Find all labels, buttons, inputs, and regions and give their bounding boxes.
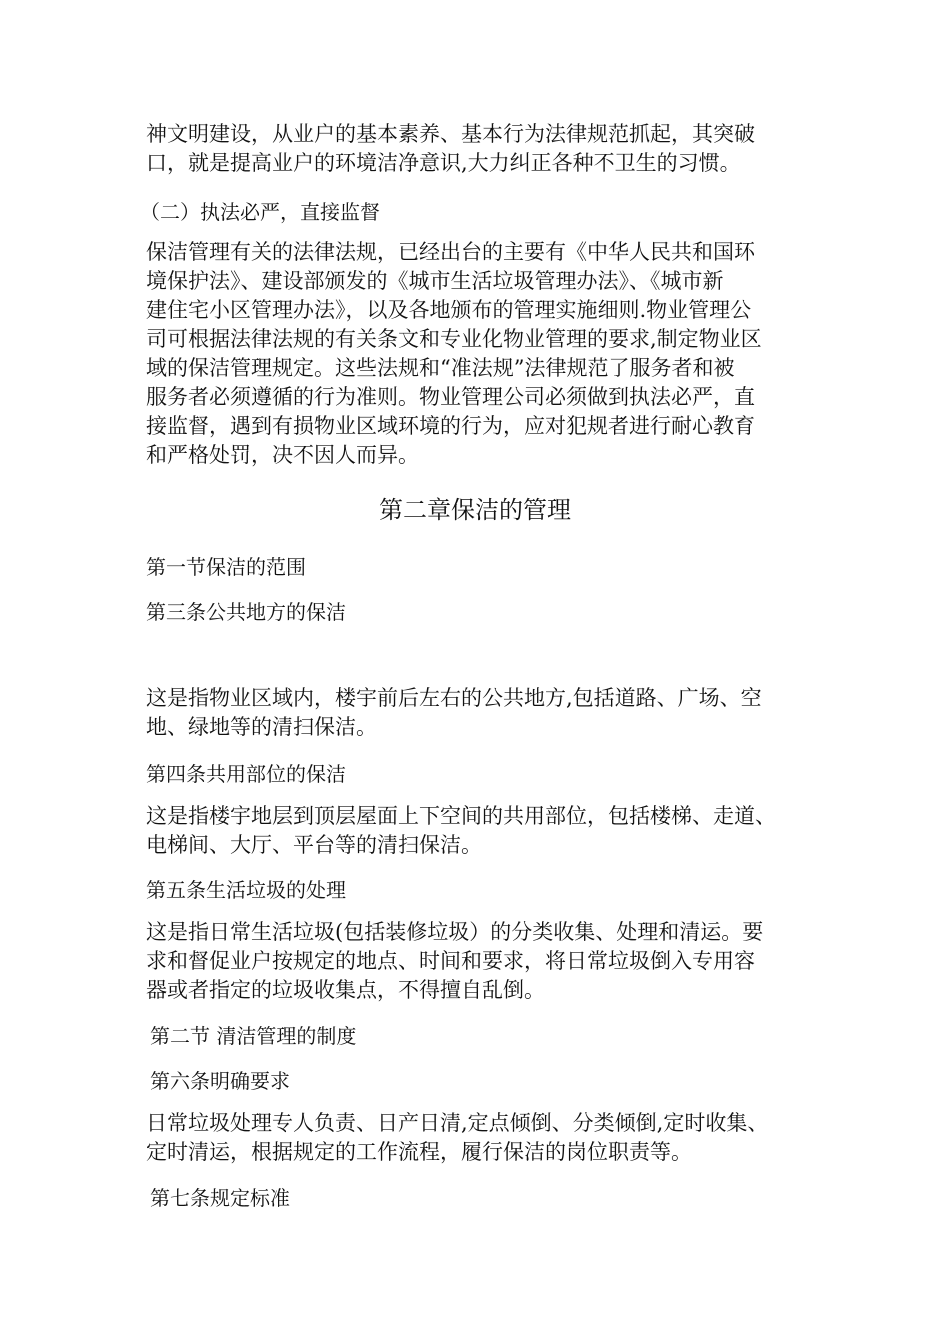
paragraph-laws-regulations	[146, 238, 762, 470]
text-line: 这是指日常生活垃圾(包括装修垃圾）的分类收集、处理和清运。要	[146, 920, 764, 944]
text-line: 保洁管理有关的法律法规，已经出台的主要有《中华人民共和国环	[146, 240, 755, 264]
text-line: 地、绿地等的清扫保洁。	[146, 715, 377, 739]
text-line: 口，就是提高业户的环境洁净意识,大力纠正各种不卫生的习惯。	[146, 151, 741, 175]
text-line: 司可根据法律法规的有关条文和专业化物业管理的要求,制定物业区	[146, 327, 762, 351]
text-line: 定时清运，根据规定的工作流程，履行保洁的岗位职责等。	[146, 1140, 692, 1164]
article-heading-7: 第七条规定标准	[150, 1186, 290, 1210]
article-heading-4: 第四条共用部位的保洁	[146, 762, 346, 786]
text-line: 这是指物业区域内，楼宇前后左右的公共地方,包括道路、广场、空	[146, 686, 762, 710]
paragraph-garbage-handling	[146, 918, 763, 1005]
article-heading-3: 第三条公共地方的保洁	[146, 600, 346, 624]
text-line: 日常垃圾处理专人负责、日产日清,定点倾倒、分类倾倒,定时收集、	[146, 1111, 769, 1135]
paragraph-daily-garbage	[146, 1109, 768, 1167]
text-line: 接监督，遇到有损物业区域环境的行为，应对犯规者进行耐心教育	[146, 414, 755, 438]
section-heading-cleaning-system: 第二节 清洁管理的制度	[150, 1024, 357, 1048]
text-line: 域的保洁管理规定。这些法规和“准法规”法律规范了服务者和被	[146, 356, 735, 380]
text-line: 建住宅小区管理办法》，以及各地颁布的管理实施细则.物业管理公	[146, 298, 752, 322]
text-line: 器或者指定的垃圾收集点，不得擅自乱倒。	[146, 978, 545, 1002]
text-line: 境保护法》、建设部颁发的《城市生活垃圾管理办法》、《城市新	[146, 269, 724, 293]
article-heading-5: 第五条生活垃圾的处理	[146, 878, 346, 902]
subheading-strict-enforcement: （二）执法必严，直接监督	[140, 200, 380, 224]
text-line: 和严格处罚，决不因人而异。	[146, 443, 419, 467]
text-line: 服务者必须遵循的行为准则。物业管理公司必须做到执法必严，直	[146, 385, 755, 409]
paragraph-public-areas	[146, 684, 762, 742]
text-line: 这是指楼宇地层到顶层屋面上下空间的共用部位，包括楼梯、走道、	[146, 804, 776, 828]
text-line: 求和督促业户按规定的地点、时间和要求，将日常垃圾倒入专用容	[146, 949, 755, 973]
paragraph-shared-parts	[146, 802, 776, 860]
text-line: 神文明建设，从业户的基本素养、基本行为法律规范抓起，其突破	[146, 122, 755, 146]
paragraph-civilization	[146, 120, 755, 178]
article-heading-6: 第六条明确要求	[150, 1069, 290, 1093]
chapter-title: 第二章保洁的管理	[379, 496, 571, 524]
text-line: 电梯间、大厅、平台等的清扫保洁。	[146, 833, 482, 857]
section-heading-scope: 第一节保洁的范围	[146, 555, 306, 579]
